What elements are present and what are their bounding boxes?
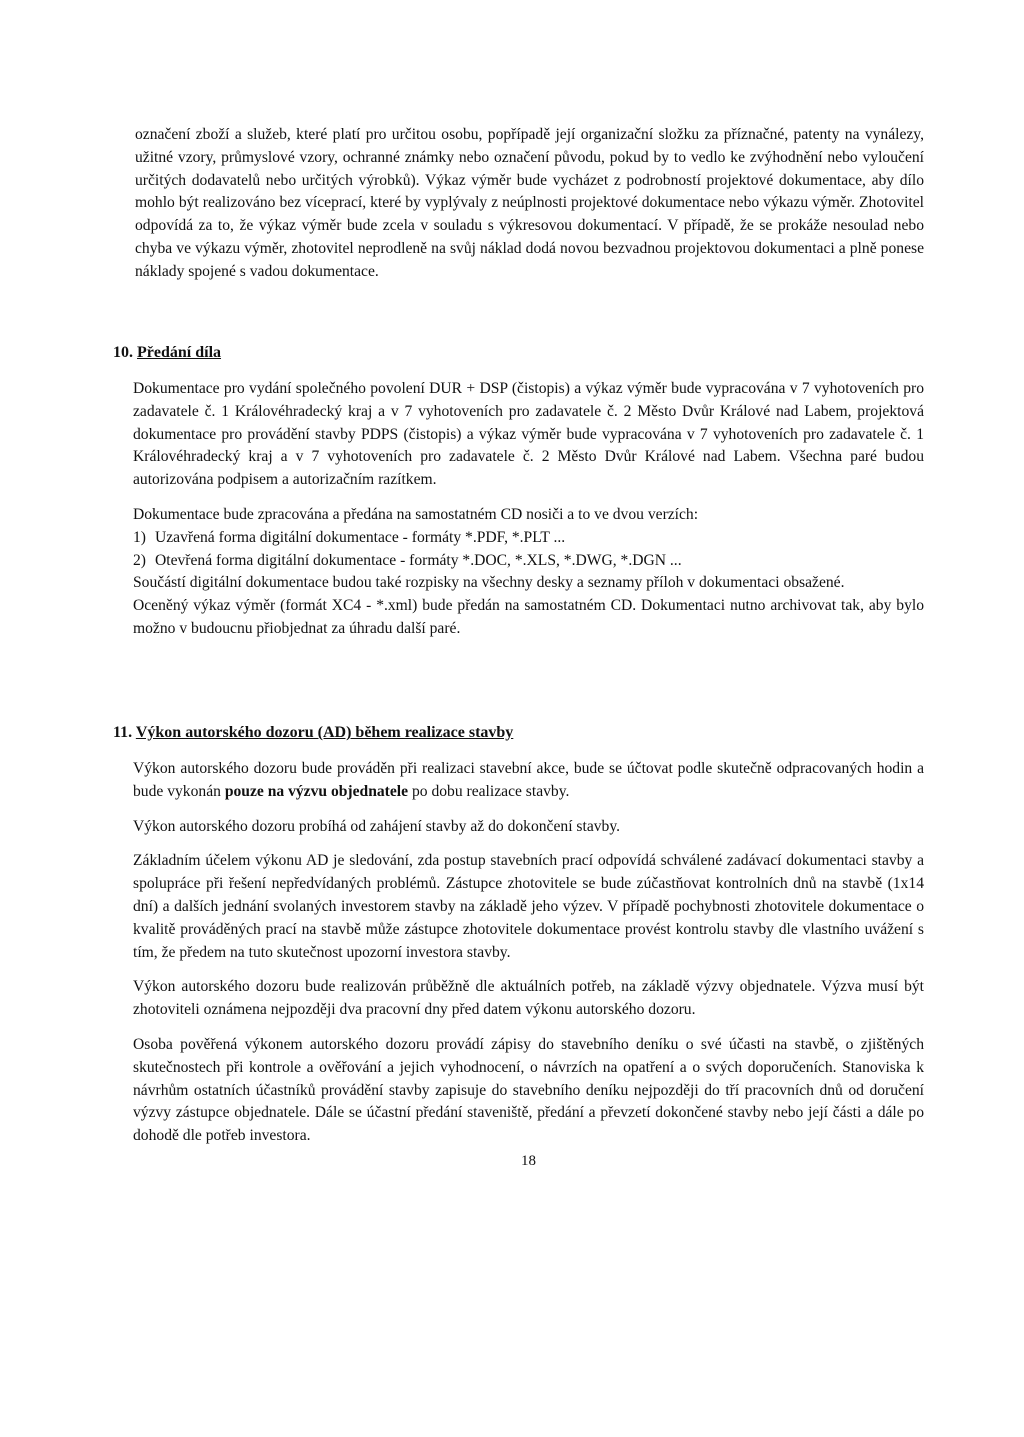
list-item	[133, 550, 924, 573]
paragraph-text: Výkon autorského dozoru bude prováděn při realizaci stavební akce, bude se účtovat podle skutečně odpracovaných hodin a bude vykonán	[133, 760, 924, 800]
section-10-number: 10.	[113, 344, 133, 361]
list-item-number: 2)	[133, 551, 146, 569]
intro-section	[135, 124, 924, 284]
section-10-paragraph-2: Dokumentace bude zpracována a předána na samostatném CD nosiči a to ve dvou verzích:	[133, 505, 699, 523]
section-10-title: Předání díla	[137, 344, 222, 361]
section-10-paragraph-1: Dokumentace pro vydání společného povolení DUR + DSP (čistopis) a výkaz výměr bude vypracována v 7 vyhotoveních pro zadavatele č. 1 Královéhradecký kraj a v 7 vyhotoveních pro zadavatele č. 2 Město Dvůr Králové nad Labem, projektová dokumentace pro provádění stavby PDPS (čistopis) a výkaz výměr bude vypracována v 7 vyhotoveních pro zadavatele č. 1 Královéhradecký kraj a v 7 vyhotoveních pro zadavatele č. 2 Město Dvůr Králové nad Labem. Všechna paré budou autorizována podpisem a autorizačním razítkem.	[133, 380, 924, 489]
paragraph-text: po dobu realizace stavby.	[408, 782, 570, 800]
section-11-number: 11.	[113, 724, 133, 741]
section-10-heading	[113, 342, 221, 364]
list-item-number: 1)	[133, 528, 146, 546]
section-11-paragraph-3: Základním účelem výkonu AD je sledování, zda postup stavebních prací odpovídá schválené zadávací dokumentaci stavby a spolupráce při řešení nepředvídaných problémů. Zástupce zhotovitele se bude zúčastňovat kontrolních dnů na stavbě (1x14 dní) a dalších jednání svolaných investorem stavby na základě jeho výzev. V případě pochybnosti zhotovitele dokumentace o kvalitě prováděných prací na stavbě může zástupce zhotovitele dokumentace provést kontrolu stavby dle vlastního uvážení s tím, že předem na tuto skutečnost upozorní investora stavby.	[133, 852, 924, 961]
page-number: 18	[521, 1152, 536, 1169]
section-10-body	[133, 378, 924, 641]
list-item	[133, 527, 924, 550]
section-11-paragraph-5: Osoba pověřená výkonem autorského dozoru provádí zápisy do stavebního deníku o své účasti na stavbě, o zjištěných skutečnostech při kontrole a ověřování a jejich vyhodnocení, o návrzích na opatření a o svých doporučeních. Stanoviska k návrhům ostatních účastníků provádění stavby zapisuje do stavebního deníku nejpozději do tří pracovních dnů od doručení výzvy zástupce objednatele. Dále se účastní předání staveniště, předání a převzetí dokončené stavby nebo její části a dále po dohodě dle potřeb investora.	[133, 1035, 924, 1145]
bold-emphasis: pouze na výzvu objednatele	[224, 782, 409, 800]
list-item-text: Otevřená forma digitální dokumentace - formáty *.DOC, *.XLS, *.DWG, *.DGN ...	[155, 551, 682, 569]
section-10-paragraph-4: Oceněný výkaz výměr (formát XC4 - *.xml) bude předán na samostatném CD. Dokumentaci nutno archivovat tak, aby bylo možno v budoucnu přiobjednat za úhradu další paré.	[133, 597, 924, 637]
intro-paragraph: označení zboží a služeb, které platí pro určitou osobu, popřípadě její organizační složku za příznačné, patenty na vynálezy, užitné vzory, průmyslové vzory, ochranné známky nebo označení původu, pokud by to vedlo ke zvýhodnění nebo vyloučení určitých dodavatelů nebo určitých výrobků). Výkaz výměr bude vycházet z podrobností projektové dokumentace, aby dílo mohlo být realizováno bez víceprací, které by vyplývaly z neúplnosti projektové dokumentace nebo výkazu výměr. Zhotovitel odpovídá za to, že výkaz výměr bude zcela v souladu s výkresovou dokumentací. V případě, že se prokáže nesoulad nebo chyba ve výkazu výměr, zhotovitel neprodleně na svůj náklad dodá novou bezvadnou projektovou dokumentaci a plně ponese náklady spojené s vadou dokumentace.	[135, 126, 924, 280]
section-11-paragraph-4: Výkon autorského dozoru bude realizován průběžně dle aktuálních potřeb, na základě výzvy objednatele. Výzva musí být zhotoviteli oznámena nejpozději dva pracovní dny před datem výkonu autorského dozoru.	[133, 978, 924, 1019]
section-11-body	[133, 758, 924, 1173]
section-10-paragraph-3: Součástí digitální dokumentace budou také rozpisky na všechny desky a seznamy příloh v dokumentaci obsažené.	[133, 574, 845, 592]
list-item-text: Uzavřená forma digitální dokumentace - formáty *.PDF, *.PLT ...	[155, 528, 566, 546]
section-11-paragraph-1	[133, 758, 924, 804]
section-11-paragraph-2: Výkon autorského dozoru probíhá od zahájení stavby až do dokončení stavby.	[133, 817, 621, 835]
section-11-title: Výkon autorského dozoru (AD) během realizace stavby	[135, 724, 514, 741]
section-11-heading	[113, 722, 513, 744]
